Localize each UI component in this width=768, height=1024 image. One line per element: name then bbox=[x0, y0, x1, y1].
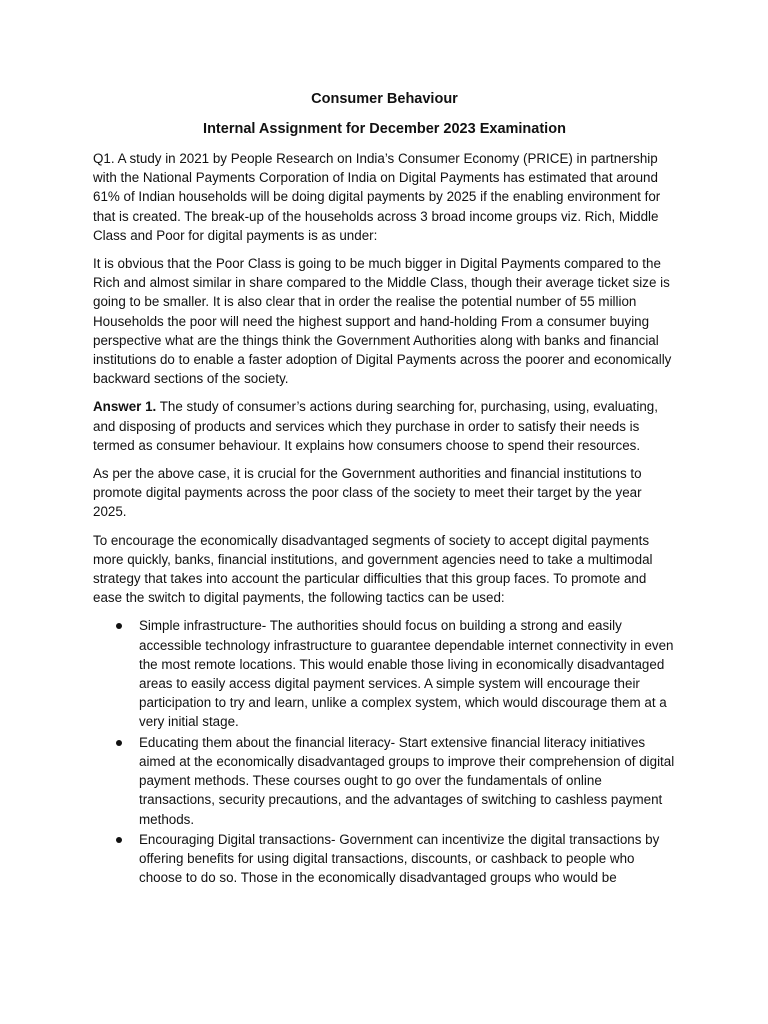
document-title: Consumer Behaviour bbox=[311, 91, 458, 107]
list-item bbox=[93, 830, 676, 888]
tactics-list bbox=[93, 616, 676, 887]
answer-paragraph bbox=[93, 397, 676, 455]
question-paragraph: Q1. A study in 2021 by People Research on India’s Consumer Economy (PRICE) in partnership with the National Payments Corporation of India on Digital Payments has estimated that around 61% of Indian households will be doing digital payments by 2025 if the enabling environment for that is created. The break-up of the households across 3 broad income groups viz. Rich, Middle Class and Poor for digital payments is as under: bbox=[93, 151, 661, 243]
list-item bbox=[93, 616, 676, 731]
document-subtitle: Internal Assignment for December 2023 Examination bbox=[203, 121, 566, 137]
answer-label: Answer 1. bbox=[93, 399, 157, 415]
bullet-icon bbox=[116, 623, 122, 629]
list-item-text: Simple infrastructure- The authorities should focus on building a strong and easily accessible technology infrastructure to guarantee dependable internet connectivity in even the most remote locations. This would enable those living in economically disadvantaged areas to easily access digital payment services. A simple system will encourage their participation to try and learn, unlike a complex system, which would discourage them at a very initial stage. bbox=[139, 618, 674, 730]
bullet-icon bbox=[116, 740, 122, 746]
list-item-text: Encouraging Digital transactions- Government can incentivize the digital transactions by offering benefits for using digital transactions, discounts, or cashback to people who choose to do so. Those in the economically disadvantaged groups who would be bbox=[139, 831, 660, 886]
list-item bbox=[93, 733, 676, 829]
document-content bbox=[93, 89, 676, 888]
answer-intro-text: The study of consumer’s actions during searching for, purchasing, using, evaluating, and disposing of products and services which they purchase in order to satisfy their needs is termed as consumer behaviour. It explains how consumers choose to spend their resources. bbox=[93, 399, 658, 453]
bullet-icon bbox=[116, 837, 122, 843]
paragraph-3: To encourage the economically disadvantaged segments of society to accept digital payments more quickly, banks, financial institutions, and government agencies need to take a multimodal strategy that takes into account the particular difficulties that this group faces. To promote and ease the switch to digital payments, the following tactics can be used: bbox=[93, 532, 653, 606]
question-continued-paragraph: It is obvious that the Poor Class is going to be much bigger in Digital Payments compared to the Rich and almost similar in share compared to the Middle Class, though their average ticket size is going to be smaller. It is also clear that in order the realise the potential number of 55 million Households the poor will need the highest support and hand-holding From a consumer buying perspective what are the things think the Government Authorities along with banks and financial institutions do to enable a faster adoption of Digital Payments across the poorer and economically backward sections of the society. bbox=[93, 256, 672, 387]
paragraph-2: As per the above case, it is crucial for the Government authorities and financial institutions to promote digital payments across the poor class of the society to meet their target by the year 2025. bbox=[93, 466, 642, 520]
list-item-text: Educating them about the financial literacy- Start extensive financial literacy initiatives aimed at the economically disadvantaged groups to improve their comprehension of digital payment methods. These courses ought to go over the fundamentals of online transactions, security precautions, and the advantages of switching to cashless payment methods. bbox=[139, 734, 675, 827]
